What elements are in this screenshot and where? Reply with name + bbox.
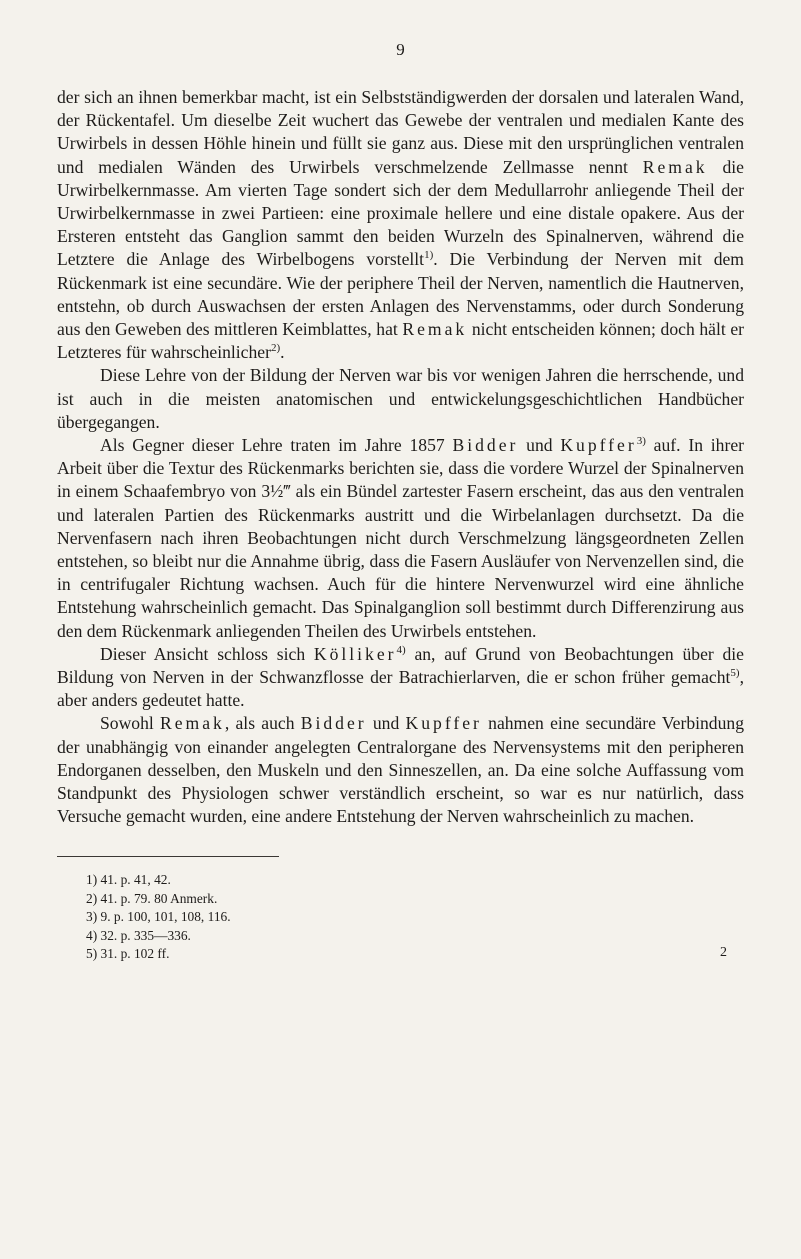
text-run: Diese Lehre von der Bildung der Nerven war bis vor wenigen Jahren die herrschende, und ist auch in die meisten anatomischen und entwickelungsgeschichtlichen Handbücher übergegangen. [57, 365, 744, 432]
paragraph [57, 712, 744, 828]
author-name: Kupffer [560, 435, 637, 456]
author-name: Remak [642, 156, 708, 177]
footnote: 4) 32. p. 335—336. [86, 927, 191, 943]
text-run: . [280, 342, 285, 363]
footnote-ref: 3) [636, 435, 646, 448]
footnote: 3) 9. p. 100, 101, 108, 116. [86, 909, 231, 925]
author-name: Bidder [452, 435, 519, 456]
footnote: 1) 41. p. 41, 42. [86, 872, 171, 887]
text-run: die Urwirbelkernmasse. Am vierten Tage sondert sich der dem Medullarrohr anliegende Theil der Urwirbelkernmasse in zwei Partieen: eine proximale hellere und eine distale opakere. Aus der Ersteren entsteht das Ganglion sammt den beiden Wurzeln des Spinalnerven, während die Letztere die Anlage des Wirbelbogens vorstellt [57, 156, 744, 270]
footnote: 2) 41. p. 79. 80 Anmerk. [86, 890, 218, 906]
text-run: nicht entscheiden können; doch hält er Letzteres für wahrscheinlicher [57, 319, 745, 363]
footnote-ref: 4) [396, 644, 406, 657]
footnote-ref: 5) [730, 667, 740, 680]
text-run: nahmen eine secundäre Verbindung der unabhängig von einander angelegten Centralorgane des Nervensystems mit den peripheren Endorganen desselben, den Muskeln und den Sinneszellen, an. Da eine solche Auffassung vom Standpunkt des Physiologen schwer verständlich erscheint, so war es nur natürlich, dass Versuche gemacht wurden, eine andere Entstehung der Nerven wahrscheinlich zu machen. [57, 713, 744, 827]
footnote-ref: 1) [424, 249, 434, 262]
paragraph [57, 434, 744, 643]
footnote-ref: 2) [270, 342, 281, 355]
text-run: , als auch [224, 713, 301, 734]
footnote-divider [57, 856, 279, 857]
text-run: , aber anders gedeutet hatte. [57, 667, 744, 711]
text-run: an, auf Grund von Beobachtungen über die Bildung von Nerven in der Schwanzflosse der Batrachierlarven, die er schon früher gemacht [57, 643, 744, 688]
author-name: Bidder [300, 713, 367, 734]
body-text [57, 86, 744, 829]
text-run: auf. In ihrer Arbeit über die Textur des Rückenmarks berichten sie, dass die vordere Wurzel der Spinalnerven in einem Schaafembryo von 3½‴ als ein Bündel zartester Fasern erscheint, das aus den ventralen und lateralen Partien des Rückenmarks austritt und die Wirbelanlagen durchsetzt. Da die Nervenfasern nach ihren Beobachtungen nicht durch Verschmelzung längsgeordneten Zellen entstehen, so bleibt nur die Annahme übrig, dass die Fasern Ausläufer von Nervenzellen sind, die in centrifugaler Richtung wachsen. Auch für die hintere Nervenwurzel wird eine ähnliche Entstehung wahrscheinlich gemacht. Das Spinalganglion soll bestimmt durch Differenzirung aus den dem Rückenmark anliegenden Theilen des Urwirbels entstehen. [57, 435, 744, 641]
text-run: der sich an ihnen bemerkbar macht, ist ein Selbstständigwerden der dorsalen und lateralen Wand, der Rückentafel. Um dieselbe Zeit wuchert das Gewebe der ventralen und medialen Kante des Urwirbels in dessen Höhle hinein und füllt sie ganz aus. Diese mit den ursprünglichen ventralen und medialen Wänden des Urwirbels verschmelzende Zellmasse nennt [57, 87, 744, 177]
text-run: und [366, 713, 406, 734]
text-run: Dieser Ansicht schloss sich [100, 643, 314, 664]
page-number: 9 [396, 40, 405, 59]
paragraph [57, 364, 744, 434]
author-name: Kölliker [313, 643, 397, 664]
footnotes [86, 871, 726, 964]
footnote: 5) 31. p. 102 ff. [86, 946, 170, 962]
author-name: Remak [160, 713, 225, 734]
paragraph [57, 643, 744, 713]
signature-mark: 2 [720, 945, 727, 960]
text-run: . Die Verbindung der Nerven mit dem Rückenmark ist eine secundäre. Wie der periphere Theil der Nerven, namentlich die Hautnerven, entstehn, ob durch Auswachsen der ersten Anlagen des Nervenstamms, oder durch Sonderung aus den Geweben des mittleren Keimblattes, hat [57, 249, 744, 340]
text-run: Als Gegner dieser Lehre traten im Jahre 1857 [100, 435, 453, 456]
author-name: Remak [402, 319, 468, 340]
paragraph [57, 86, 744, 364]
text-run: Sowohl [100, 713, 161, 734]
author-name: Kupffer [405, 713, 482, 734]
text-run: und [518, 435, 561, 456]
